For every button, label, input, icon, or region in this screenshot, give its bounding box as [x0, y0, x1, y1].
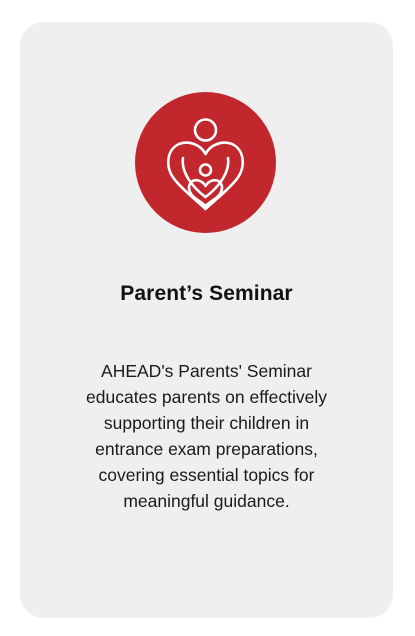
parent-child-heart-icon: [135, 92, 276, 233]
seminar-card: [20, 22, 393, 618]
card-description: AHEAD's Parents' Seminar educates parents on effectively supporting their children in entrance exam preparations, covering essential topics for meaningful guidance.: [86, 361, 327, 511]
card-title: Parent’s Seminar: [120, 282, 293, 305]
